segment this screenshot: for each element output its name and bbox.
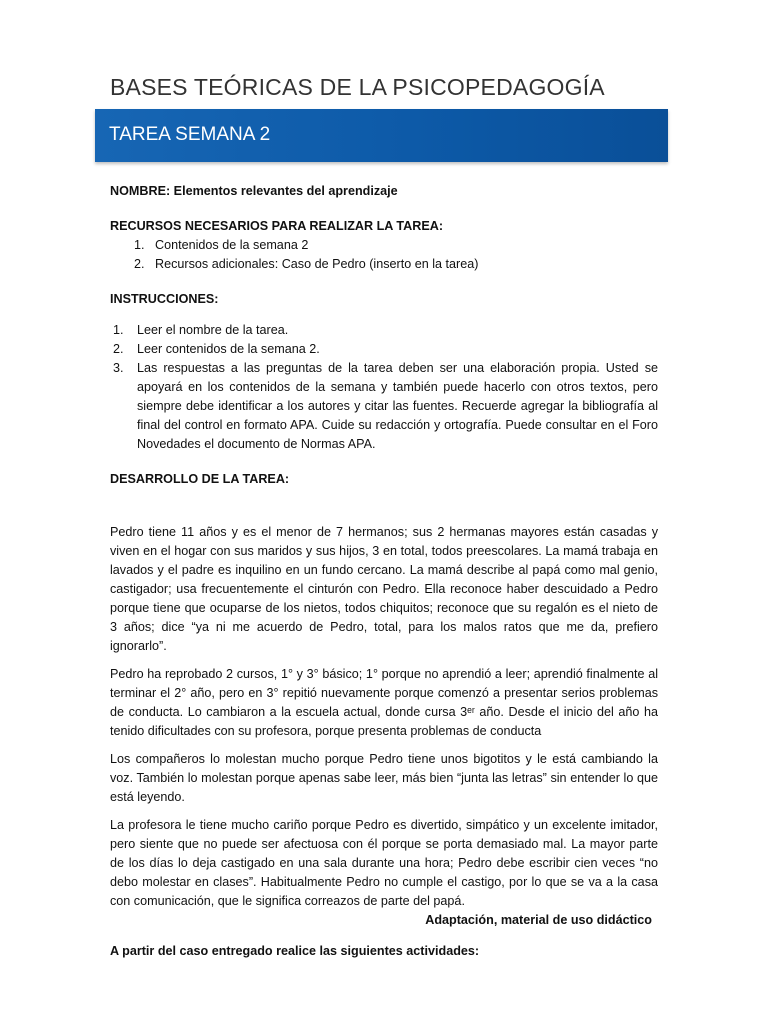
case-paragraph: Pedro ha reprobado 2 cursos, 1° y 3° básico; 1° porque no aprendió a leer; aprendió finalmente al terminar el 2° año, pero en 3° repitió nuevamente porque comenzó a presentar serios problemas de conducta. Lo cambiaron a la escuela actual, donde cursa 3ᵉʳ año. Desde el inicio del año ha tenido dificultades con su profesora, porque presenta problemas de conducta — [110, 667, 658, 738]
case-paragraph: Pedro tiene 11 años y es el menor de 7 hermanos; sus 2 hermanas mayores están casadas y viven en el hogar con sus maridos y sus hijos, 3 en total, todos preescolares. La mamá trabaja en lavados y el padre es inquilino en un fundo cercano. La mamá describe al papá como mal genio, castigador; usa frecuentemente el cinturón con Pedro. Ella reconoce haber descuidado a Pedro porque tiene que ocuparse de los nietos, todos chiquitos; reconoce que su regalón es el nieto de 3 años; dice “ya ni me acuerdo de Pedro, total, para los malos ratos que me da, prefiero ignorarlo”. — [110, 525, 658, 653]
instrucciones-list — [110, 321, 658, 454]
list-item: 2. Recursos adicionales: Caso de Pedro (inserto en la tarea) — [134, 257, 479, 271]
list-item: 3. Las respuestas a las preguntas de la tarea deben ser una elaboración propia. Usted se apoyará en los contenidos de la semana y también puede hacerlo con otros textos, pero siempre debe identificar a los autores y citar las fuentes. Recuerde agregar la bibliografía al final del control en formato APA. Cuide su redacción y ortografía. Puede consultar en el Foro Novedades el documento de Normas APA. — [113, 361, 658, 451]
case-paragraph: Los compañeros lo molestan mucho porque Pedro tiene unos bigotitos y le está cambiando la voz. También lo molestan porque apenas sabe leer, más bien “junta las letras” sin entender lo que está leyendo. — [110, 752, 658, 804]
page-title: BASES TEÓRICAS DE LA PSICOPEDAGOGÍA — [110, 74, 605, 100]
desarrollo-heading: DESARROLLO DE LA TAREA: — [110, 472, 290, 486]
list-item: 1. Leer el nombre de la tarea. — [113, 323, 289, 337]
nombre-line: NOMBRE: Elementos relevantes del aprendizaje — [110, 184, 398, 198]
case-paragraph: La profesora le tiene mucho cariño porque Pedro es divertido, simpático y un excelente imitador, pero siente que no puede ser afectuosa con él porque se porta demasiado mal. La mayor parte de los días lo deja castigado en una sala durante una hora; Pedro debe escribir cien veces “no debo molestar en clases”. Habitualmente Pedro no cumple el castigo, por lo que se va a la casa con comunicación, que le significa correazos de parte del papá. — [110, 818, 658, 908]
source-credit: Adaptación, material de uso didáctico — [425, 913, 652, 927]
document-body — [110, 182, 658, 961]
list-item: 2. Leer contenidos de la semana 2. — [113, 342, 320, 356]
recursos-list — [110, 236, 658, 274]
instrucciones-heading: INSTRUCCIONES: — [110, 292, 219, 306]
task-banner — [95, 109, 668, 162]
recursos-heading: RECURSOS NECESARIOS PARA REALIZAR LA TAREA: — [110, 219, 444, 233]
activities-intro: A partir del caso entregado realice las siguientes actividades: — [110, 944, 480, 958]
list-item: 1. Contenidos de la semana 2 — [134, 238, 309, 252]
banner-title: TAREA SEMANA 2 — [109, 124, 271, 145]
